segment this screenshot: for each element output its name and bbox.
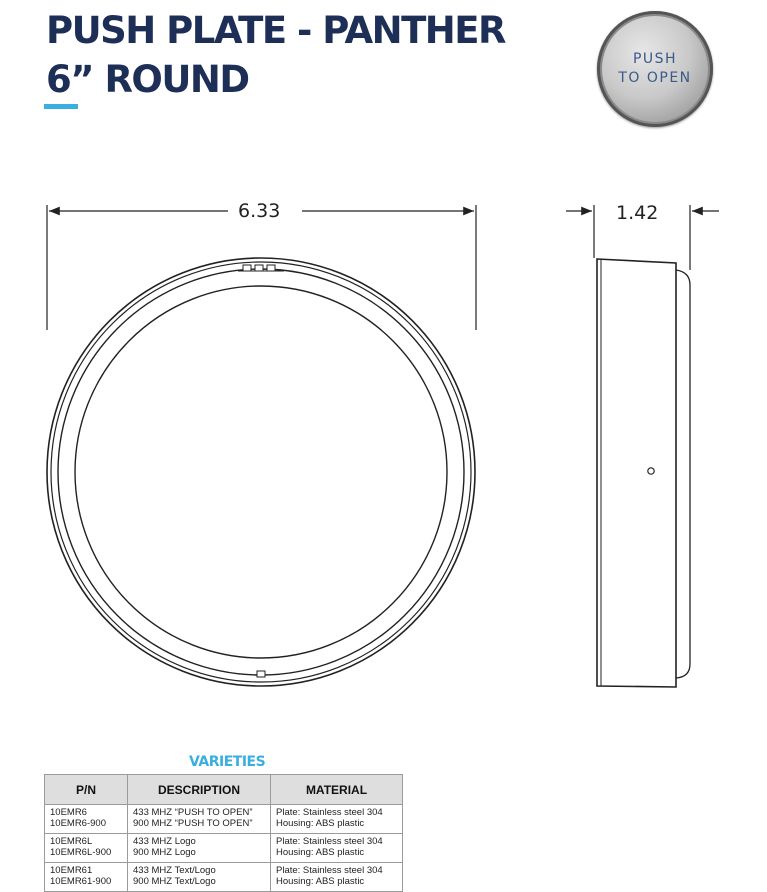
material-text: Plate: Stainless steel 304 <box>276 807 383 818</box>
description-cell <box>128 805 271 834</box>
material-text: Housing: ABS plastic <box>276 818 365 829</box>
description-cell <box>128 834 271 863</box>
description-cell <box>128 863 271 892</box>
pn-cell <box>45 805 128 834</box>
pn-cell <box>45 834 128 863</box>
column-header-pn: P/N <box>45 775 128 805</box>
description-text: 433 MHZ Logo <box>133 836 196 847</box>
page-title-line-1: PUSH PLATE - PANTHER <box>46 9 506 52</box>
description-text: 900 MHZ Text/Logo <box>133 876 216 887</box>
table-header-row <box>45 775 403 805</box>
front-view-plate <box>47 258 475 686</box>
badge-text-line-2: TO OPEN <box>618 70 692 86</box>
material-text: Plate: Stainless steel 304 <box>276 865 383 876</box>
column-header-material: MATERIAL <box>271 775 403 805</box>
material-cell <box>271 834 403 863</box>
part-number: 10EMR61-900 <box>50 876 112 887</box>
varieties-heading: VARIETIES <box>189 754 266 770</box>
badge-text-line-1: PUSH <box>632 51 678 67</box>
width-dimension-label: 6.33 <box>234 200 284 222</box>
part-number: 10EMR61 <box>50 865 93 876</box>
column-header-description: DESCRIPTION <box>128 775 271 805</box>
page-title-line-2: 6” ROUND <box>46 58 249 101</box>
pn-cell <box>45 863 128 892</box>
description-text: 433 MHZ “PUSH TO OPEN” <box>133 807 253 818</box>
table-row <box>45 834 403 863</box>
varieties-table <box>44 774 403 892</box>
depth-dimension-label: 1.42 <box>612 202 662 224</box>
description-text: 900 MHZ “PUSH TO OPEN” <box>133 818 253 829</box>
description-text: 900 MHZ Logo <box>133 847 196 858</box>
material-text: Plate: Stainless steel 304 <box>276 836 383 847</box>
side-view-housing <box>597 259 690 687</box>
material-text: Housing: ABS plastic <box>276 876 365 887</box>
material-text: Housing: ABS plastic <box>276 847 365 858</box>
table-row <box>45 863 403 892</box>
part-number: 10EMR6-900 <box>50 818 106 829</box>
material-cell <box>271 863 403 892</box>
front-view-tabs <box>238 265 284 677</box>
part-number: 10EMR6L <box>50 836 93 847</box>
part-number: 10EMR6 <box>50 807 87 818</box>
description-text: 433 MHZ Text/Logo <box>133 865 216 876</box>
material-cell <box>271 805 403 834</box>
part-number: 10EMR6L-900 <box>50 847 112 858</box>
table-row <box>45 805 403 834</box>
